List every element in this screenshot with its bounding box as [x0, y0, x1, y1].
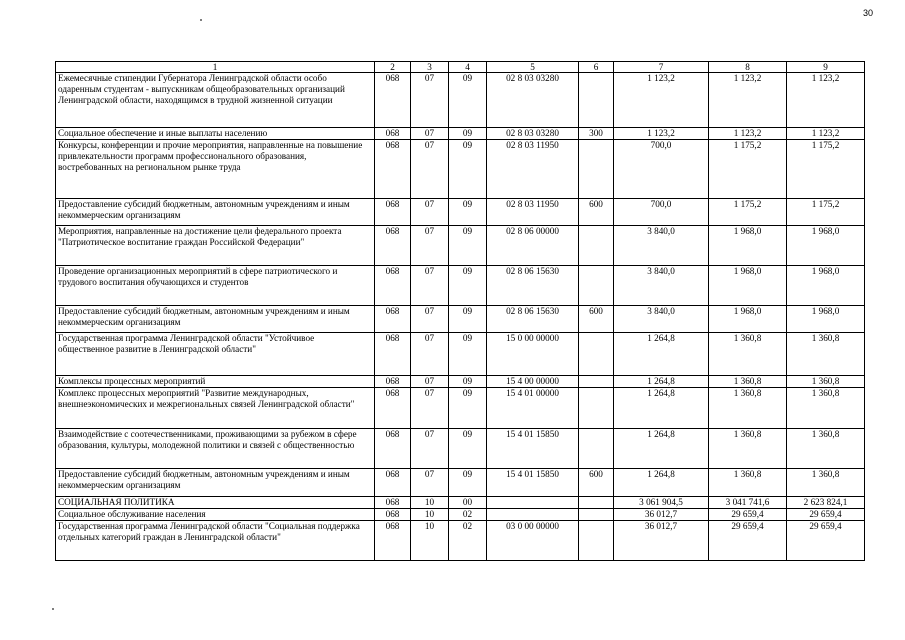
cell-value-2: 1 123,2	[709, 128, 787, 140]
cell-section: 07	[411, 469, 449, 497]
cell-grbs: 068	[375, 469, 411, 497]
cell-value-3: 1 968,0	[787, 306, 865, 333]
cell-section: 10	[411, 497, 449, 509]
table-row	[56, 333, 865, 376]
cell-value-1: 1 123,2	[614, 128, 709, 140]
cell-value-3: 1 968,0	[787, 226, 865, 266]
row-name: Государственная программа Ленинградской области "Социальная поддержка отдельных категорий граждан в Ленинградской области"	[56, 521, 375, 561]
cell-expense-type	[579, 140, 614, 199]
cell-expense-type	[579, 509, 614, 521]
cell-grbs: 068	[375, 509, 411, 521]
cell-value-2: 1 968,0	[709, 306, 787, 333]
cell-subsection: 09	[449, 429, 487, 469]
header-cell: 6	[579, 62, 614, 73]
cell-target-article: 15 4 01 15850	[487, 429, 579, 469]
header-row	[56, 62, 865, 73]
cell-target-article: 02 8 06 15630	[487, 306, 579, 333]
table-row	[56, 140, 865, 199]
cell-value-2: 1 360,8	[709, 429, 787, 469]
row-name: Предоставление субсидий бюджетным, автономным учреждениям и иным некоммерческим организациям	[56, 306, 375, 333]
cell-value-1: 1 264,8	[614, 469, 709, 497]
cell-expense-type	[579, 333, 614, 376]
table-row	[56, 376, 865, 388]
cell-target-article: 15 4 01 15850	[487, 469, 579, 497]
scan-speck	[200, 19, 202, 21]
table-row	[56, 128, 865, 140]
cell-target-article: 02 8 06 00000	[487, 226, 579, 266]
cell-value-3: 1 175,2	[787, 199, 865, 226]
cell-target-article	[487, 497, 579, 509]
cell-target-article: 02 8 03 03280	[487, 128, 579, 140]
cell-target-article: 02 8 03 11950	[487, 199, 579, 226]
row-name: Социальное обслуживание населения	[56, 509, 375, 521]
row-name: Предоставление субсидий бюджетным, автономным учреждениям и иным некоммерческим организациям	[56, 199, 375, 226]
row-name: Социальное обеспечение и иные выплаты населению	[56, 128, 375, 140]
cell-expense-type	[579, 376, 614, 388]
table-row	[56, 306, 865, 333]
cell-value-1: 1 264,8	[614, 333, 709, 376]
cell-subsection: 09	[449, 306, 487, 333]
table-row	[56, 266, 865, 306]
cell-value-2: 1 360,8	[709, 469, 787, 497]
cell-value-1: 3 840,0	[614, 266, 709, 306]
cell-section: 07	[411, 376, 449, 388]
cell-subsection: 09	[449, 266, 487, 306]
cell-grbs: 068	[375, 73, 411, 128]
cell-section: 07	[411, 140, 449, 199]
cell-target-article: 02 8 03 03280	[487, 73, 579, 128]
table-row	[56, 429, 865, 469]
cell-value-1: 3 840,0	[614, 226, 709, 266]
cell-value-1: 1 264,8	[614, 376, 709, 388]
cell-expense-type	[579, 266, 614, 306]
cell-subsection: 02	[449, 509, 487, 521]
cell-subsection: 09	[449, 199, 487, 226]
row-name: Конкурсы, конференции и прочие мероприятия, направленные на повышение привлекательности программ профессионального образования, востребованных на региональном рынке труда	[56, 140, 375, 199]
cell-value-2: 1 123,2	[709, 73, 787, 128]
budget-table	[55, 61, 865, 561]
cell-section: 07	[411, 388, 449, 429]
row-name: Комплекс процессных мероприятий "Развитие международных, внешнеэкономических и межрегиональных связей Ленинградской области"	[56, 388, 375, 429]
cell-grbs: 068	[375, 128, 411, 140]
cell-value-3: 1 360,8	[787, 376, 865, 388]
header-cell: 9	[787, 62, 865, 73]
cell-value-3: 29 659,4	[787, 509, 865, 521]
cell-value-1: 36 012,7	[614, 521, 709, 561]
cell-target-article	[487, 509, 579, 521]
cell-grbs: 068	[375, 333, 411, 376]
cell-section: 07	[411, 333, 449, 376]
cell-grbs: 068	[375, 140, 411, 199]
scan-speck	[52, 608, 54, 610]
cell-expense-type	[579, 388, 614, 429]
cell-value-3: 1 360,8	[787, 429, 865, 469]
cell-target-article: 02 8 06 15630	[487, 266, 579, 306]
cell-value-2: 3 041 741,6	[709, 497, 787, 509]
header-cell: 1	[56, 62, 375, 73]
cell-value-1: 700,0	[614, 140, 709, 199]
cell-target-article: 15 4 01 00000	[487, 388, 579, 429]
cell-section: 07	[411, 266, 449, 306]
cell-subsection: 09	[449, 140, 487, 199]
row-name: Комплексы процессных мероприятий	[56, 376, 375, 388]
cell-value-2: 1 360,8	[709, 388, 787, 429]
table-row	[56, 199, 865, 226]
cell-expense-type: 600	[579, 199, 614, 226]
cell-subsection: 09	[449, 388, 487, 429]
cell-value-1: 1 264,8	[614, 388, 709, 429]
row-name: СОЦИАЛЬНАЯ ПОЛИТИКА	[56, 497, 375, 509]
cell-grbs: 068	[375, 226, 411, 266]
cell-expense-type	[579, 497, 614, 509]
header-cell: 4	[449, 62, 487, 73]
row-name: Взаимодействие с соотечественниками, проживающими за рубежом в сфере образования, культуры, молодежной политики и связей с общественностью	[56, 429, 375, 469]
cell-value-2: 1 175,2	[709, 199, 787, 226]
cell-value-2: 29 659,4	[709, 521, 787, 561]
cell-target-article: 15 0 00 00000	[487, 333, 579, 376]
table-row	[56, 497, 865, 509]
cell-target-article: 02 8 03 11950	[487, 140, 579, 199]
table-row	[56, 73, 865, 128]
cell-grbs: 068	[375, 306, 411, 333]
cell-grbs: 068	[375, 199, 411, 226]
cell-expense-type	[579, 226, 614, 266]
row-name: Государственная программа Ленинградской области "Устойчивое общественное развитие в Ленинградской области"	[56, 333, 375, 376]
cell-grbs: 068	[375, 521, 411, 561]
cell-grbs: 068	[375, 497, 411, 509]
cell-value-1: 1 264,8	[614, 429, 709, 469]
cell-value-2: 1 968,0	[709, 226, 787, 266]
cell-subsection: 02	[449, 521, 487, 561]
cell-grbs: 068	[375, 388, 411, 429]
cell-section: 10	[411, 509, 449, 521]
cell-value-2: 1 175,2	[709, 140, 787, 199]
cell-value-1: 1 123,2	[614, 73, 709, 128]
cell-value-1: 36 012,7	[614, 509, 709, 521]
cell-subsection: 09	[449, 333, 487, 376]
header-cell: 3	[411, 62, 449, 73]
cell-value-3: 1 968,0	[787, 266, 865, 306]
cell-value-2: 1 968,0	[709, 266, 787, 306]
table-row	[56, 509, 865, 521]
cell-value-2: 1 360,8	[709, 333, 787, 376]
cell-section: 07	[411, 128, 449, 140]
table-row	[56, 226, 865, 266]
table-row	[56, 521, 865, 561]
cell-section: 07	[411, 73, 449, 128]
cell-expense-type: 300	[579, 128, 614, 140]
cell-value-3: 1 175,2	[787, 140, 865, 199]
cell-expense-type	[579, 73, 614, 128]
header-cell: 7	[614, 62, 709, 73]
cell-value-3: 1 123,2	[787, 128, 865, 140]
header-cell: 8	[709, 62, 787, 73]
table-row	[56, 388, 865, 429]
cell-value-2: 29 659,4	[709, 509, 787, 521]
cell-section: 10	[411, 521, 449, 561]
cell-grbs: 068	[375, 429, 411, 469]
cell-expense-type	[579, 429, 614, 469]
cell-expense-type: 600	[579, 469, 614, 497]
cell-expense-type	[579, 521, 614, 561]
header-cell: 5	[487, 62, 579, 73]
cell-target-article: 15 4 00 00000	[487, 376, 579, 388]
cell-section: 07	[411, 429, 449, 469]
cell-value-3: 1 360,8	[787, 333, 865, 376]
header-cell: 2	[375, 62, 411, 73]
cell-subsection: 09	[449, 376, 487, 388]
cell-value-3: 1 360,8	[787, 469, 865, 497]
cell-subsection: 00	[449, 497, 487, 509]
cell-section: 07	[411, 226, 449, 266]
cell-value-3: 2 623 824,1	[787, 497, 865, 509]
cell-grbs: 068	[375, 376, 411, 388]
cell-value-1: 700,0	[614, 199, 709, 226]
cell-value-3: 1 360,8	[787, 388, 865, 429]
cell-subsection: 09	[449, 226, 487, 266]
cell-value-2: 1 360,8	[709, 376, 787, 388]
row-name: Ежемесячные стипендии Губернатора Ленинградской области особо одаренным студентам - выпускникам общеобразовательных организаций Ленинградской области, находящимся в трудной жизненной ситуации	[56, 73, 375, 128]
cell-value-3: 1 123,2	[787, 73, 865, 128]
table-row	[56, 469, 865, 497]
cell-subsection: 09	[449, 469, 487, 497]
page-number: 30	[862, 8, 873, 18]
cell-value-1: 3 840,0	[614, 306, 709, 333]
cell-section: 07	[411, 306, 449, 333]
cell-subsection: 09	[449, 73, 487, 128]
row-name: Проведение организационных мероприятий в сфере патриотического и трудового воспитания обучающихся и студентов	[56, 266, 375, 306]
row-name: Предоставление субсидий бюджетным, автономным учреждениям и иным некоммерческим организациям	[56, 469, 375, 497]
cell-section: 07	[411, 199, 449, 226]
cell-value-1: 3 061 904,5	[614, 497, 709, 509]
cell-grbs: 068	[375, 266, 411, 306]
cell-value-3: 29 659,4	[787, 521, 865, 561]
row-name: Мероприятия, направленные на достижение цели федерального проекта "Патриотическое воспитание граждан Российской Федерации"	[56, 226, 375, 266]
cell-target-article: 03 0 00 00000	[487, 521, 579, 561]
cell-expense-type: 600	[579, 306, 614, 333]
cell-subsection: 09	[449, 128, 487, 140]
